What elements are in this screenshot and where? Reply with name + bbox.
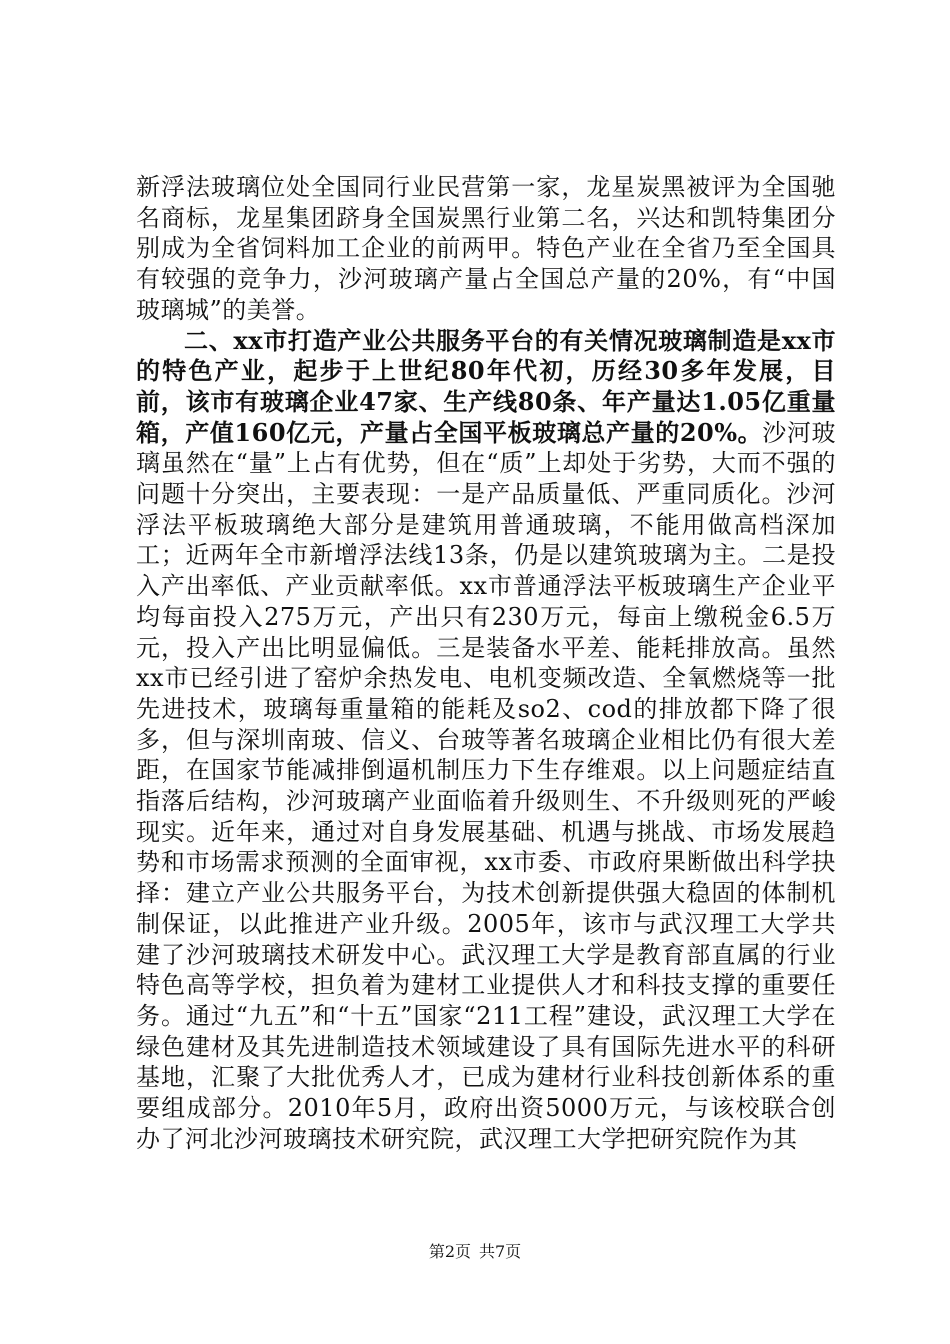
body-text bbox=[136, 172, 836, 1155]
paragraph-1 bbox=[136, 172, 836, 326]
page-total: 共7页 bbox=[479, 1242, 522, 1261]
paragraph-2-text: 沙河玻璃虽然在“量”上占有优势，但在“质”上却处于劣势，大而不强的问题十分突出，主要表现：一是产品质量低、严重同质化。沙河浮法平板玻璃绝大部分是建筑用普通玻璃，不能用做高档深加工；近两年全市新增浮法线13条，仍是以建筑玻璃为主。二是投入产出率低、产业贡献率低。xx市普通浮法平板玻璃生产企业平均每亩投入275万元，产出只有230万元，每亩上缴税金6.5万元，投入产出比明显偏低。三是装备水平差、能耗排放高。虽然xx市已经引进了窑炉余热发电、电机变频改造、全氧燃烧等一批先进技术，玻璃每重量箱的能耗及so2、cod的排放都下降了很多，但与深圳南玻、信义、台玻等著名玻璃企业相比仍有很大差距，在国家节能减排倒逼机制压力下生存维艰。以上问题症结直指落后结构，沙河玻璃产业面临着升级则生、不升级则死的严峻现实。近年来，通过对自身发展基础、机遇与挑战、市场发展趋势和市场需求预测的全面审视，xx市委、市政府果断做出科学抉择：建立产业公共服务平台，为技术创新提供强大稳固的体制机制保证，以此推进产业升级。2005年，该市与武汉理工大学共建了沙河玻璃技术研发中心。武汉理工大学是教育部直属的行业特色高等学校，担负着为建材工业提供人才和科技支撑的重要任务。通过“九五”和“十五”国家“211工程”建设，武汉理工大学在绿色建材及其先进制造技术领域建设了具有国际先进水平的科研基地，汇聚了大批优秀人才，已成为建材行业科技创新体系的重要组成部分。2010年5月，政府出资5000万元，与该校联合创办了河北沙河玻璃技术研究院，武汉理工大学把研究院作为其 bbox=[136, 418, 836, 1153]
page-number: 第2页 bbox=[428, 1242, 471, 1261]
paragraph-1-text: 新浮法玻璃位处全国同行业民营第一家，龙星炭黑被评为全国驰名商标，龙星集团跻身全国炭黑行业第二名，兴达和凯特集团分别成为全省饲料加工企业的前两甲。特色产业在全省乃至全国具有较强的竞争力，沙河玻璃产量占全国总产量的20%，有“中国玻璃城”的美誉。 bbox=[136, 173, 836, 324]
section-heading-run: 二、xx市打造产业公共服务平台的有关情况玻璃制造是xx市的特色产业，起步于上世纪80年代初，历经30多年发展，目前，该市有玻璃企业47家、生产线80条、年产量达1.05亿重量箱，产值160亿元，产量占全国平板玻璃总产量的20%。 bbox=[136, 325, 836, 447]
page-footer bbox=[0, 1242, 950, 1262]
paragraph-2 bbox=[136, 326, 836, 1155]
